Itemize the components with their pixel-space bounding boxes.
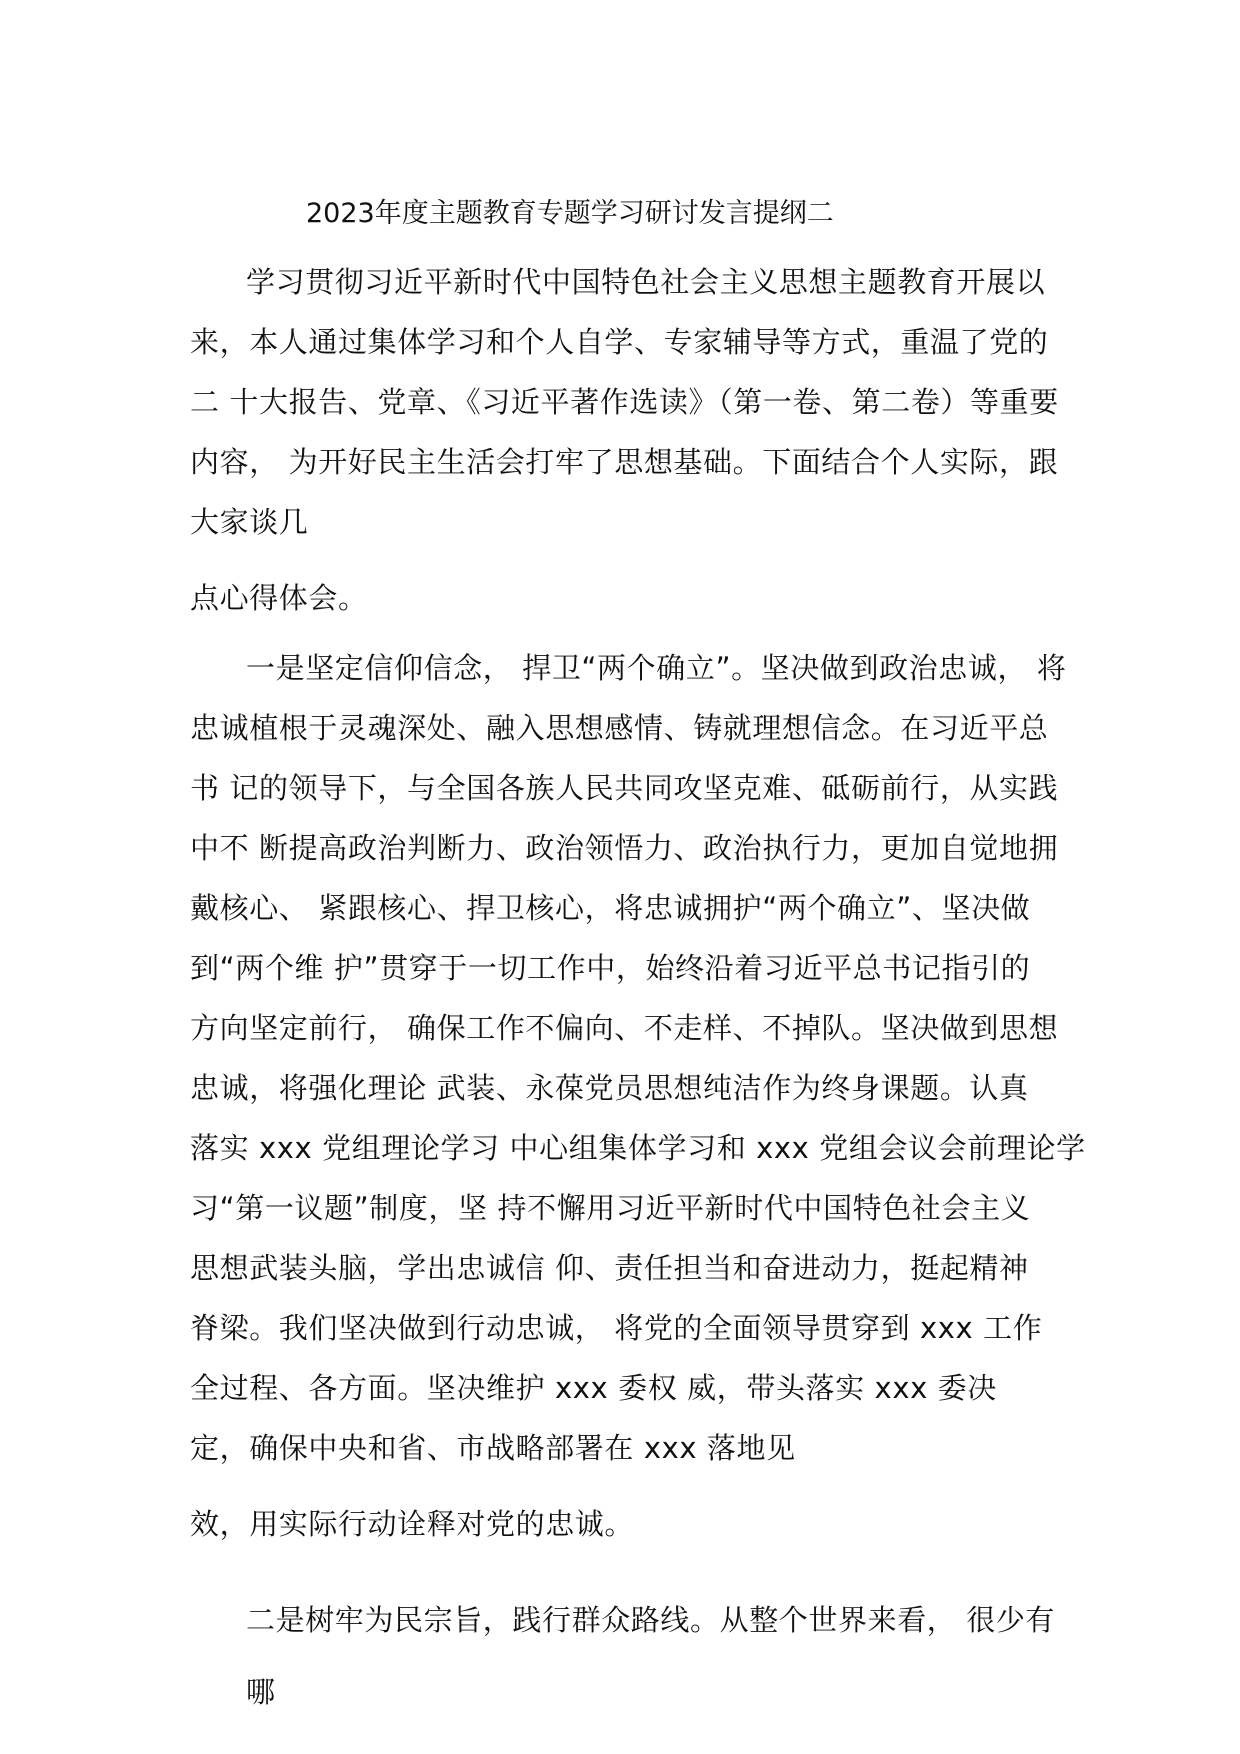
paragraph-line: 学习贯彻习近平新时代中国特色社会主义思想主题教育开展以 (246, 265, 1046, 299)
paragraph-line: 一是坚定信仰信念， 捍卫“两个确立”。坚决做到政治忠诚， 将 (246, 651, 1067, 685)
paragraph-line: 效，用实际行动诠释对党的忠诚。 (190, 1507, 635, 1541)
paragraph-line: 忠诚植根于灵魂深处、融入思想感情、铸就理想信念。在习近平总 (190, 711, 1049, 745)
paragraph-line: 定，确保中央和省、市战略部署在 xxx 落地见 (190, 1431, 796, 1465)
paragraph-line: 二是树牢为民宗旨，践行群众路线。从整个世界来看， 很少有 (246, 1603, 1056, 1637)
document-title: 2023年度主题教育专题学习研讨发言提纲二 (306, 198, 834, 229)
paragraph-line: 哪 (246, 1675, 276, 1709)
paragraph-line: 到“两个维 护”贯穿于一切工作中，始终沿着习近平总书记指引的 (190, 951, 1031, 985)
paragraph-line: 全过程、各方面。坚决维护 xxx 委权 威，带头落实 xxx 委决 (190, 1371, 997, 1405)
paragraph-line: 戴核心、 紧跟核心、捍卫核心，将忠诚拥护“两个确立”、坚决做 (190, 891, 1031, 925)
paragraph-line: 习“第一议题”制度，坚 持不懈用习近平新时代中国特色社会主义 (190, 1191, 1031, 1225)
paragraph-line: 大家谈几 (190, 505, 309, 539)
paragraph-line: 内容， 为开好民主生活会打牢了思想基础。下面结合个人实际，跟 (190, 445, 1059, 479)
paragraph-line: 来，本人通过集体学习和个人自学、专家辅导等方式，重温了党的 (190, 325, 1049, 359)
paragraph-line: 忠诚，将强化理论 武装、永葆党员思想纯洁作为终身课题。认真 (190, 1071, 1029, 1105)
paragraph-line: 脊梁。我们坚决做到行动忠诚， 将党的全面领导贯穿到 xxx 工作 (190, 1311, 1043, 1345)
paragraph-line: 二 十大报告、党章、《习近平著作选读》（第一卷、第二卷）等重要 (190, 385, 1059, 419)
paragraph-line: 方向坚定前行， 确保工作不偏向、不走样、不掉队。坚决做到思想 (190, 1011, 1059, 1045)
paragraph-line: 中不 断提高政治判断力、政治领悟力、政治执行力，更加自觉地拥 (190, 831, 1059, 865)
paragraph-line: 点心得体会。 (190, 581, 368, 615)
paragraph-line: 落实 xxx 党组理论学习 中心组集体学习和 xxx 党组会议会前理论学 (190, 1131, 1086, 1165)
paragraph-line: 书 记的领导下，与全国各族人民共同攻坚克难、砥砺前行，从实践 (190, 771, 1059, 805)
paragraph-line: 思想武装头脑，学出忠诚信 仰、责任担当和奋进动力，挺起精神 (190, 1251, 1029, 1285)
